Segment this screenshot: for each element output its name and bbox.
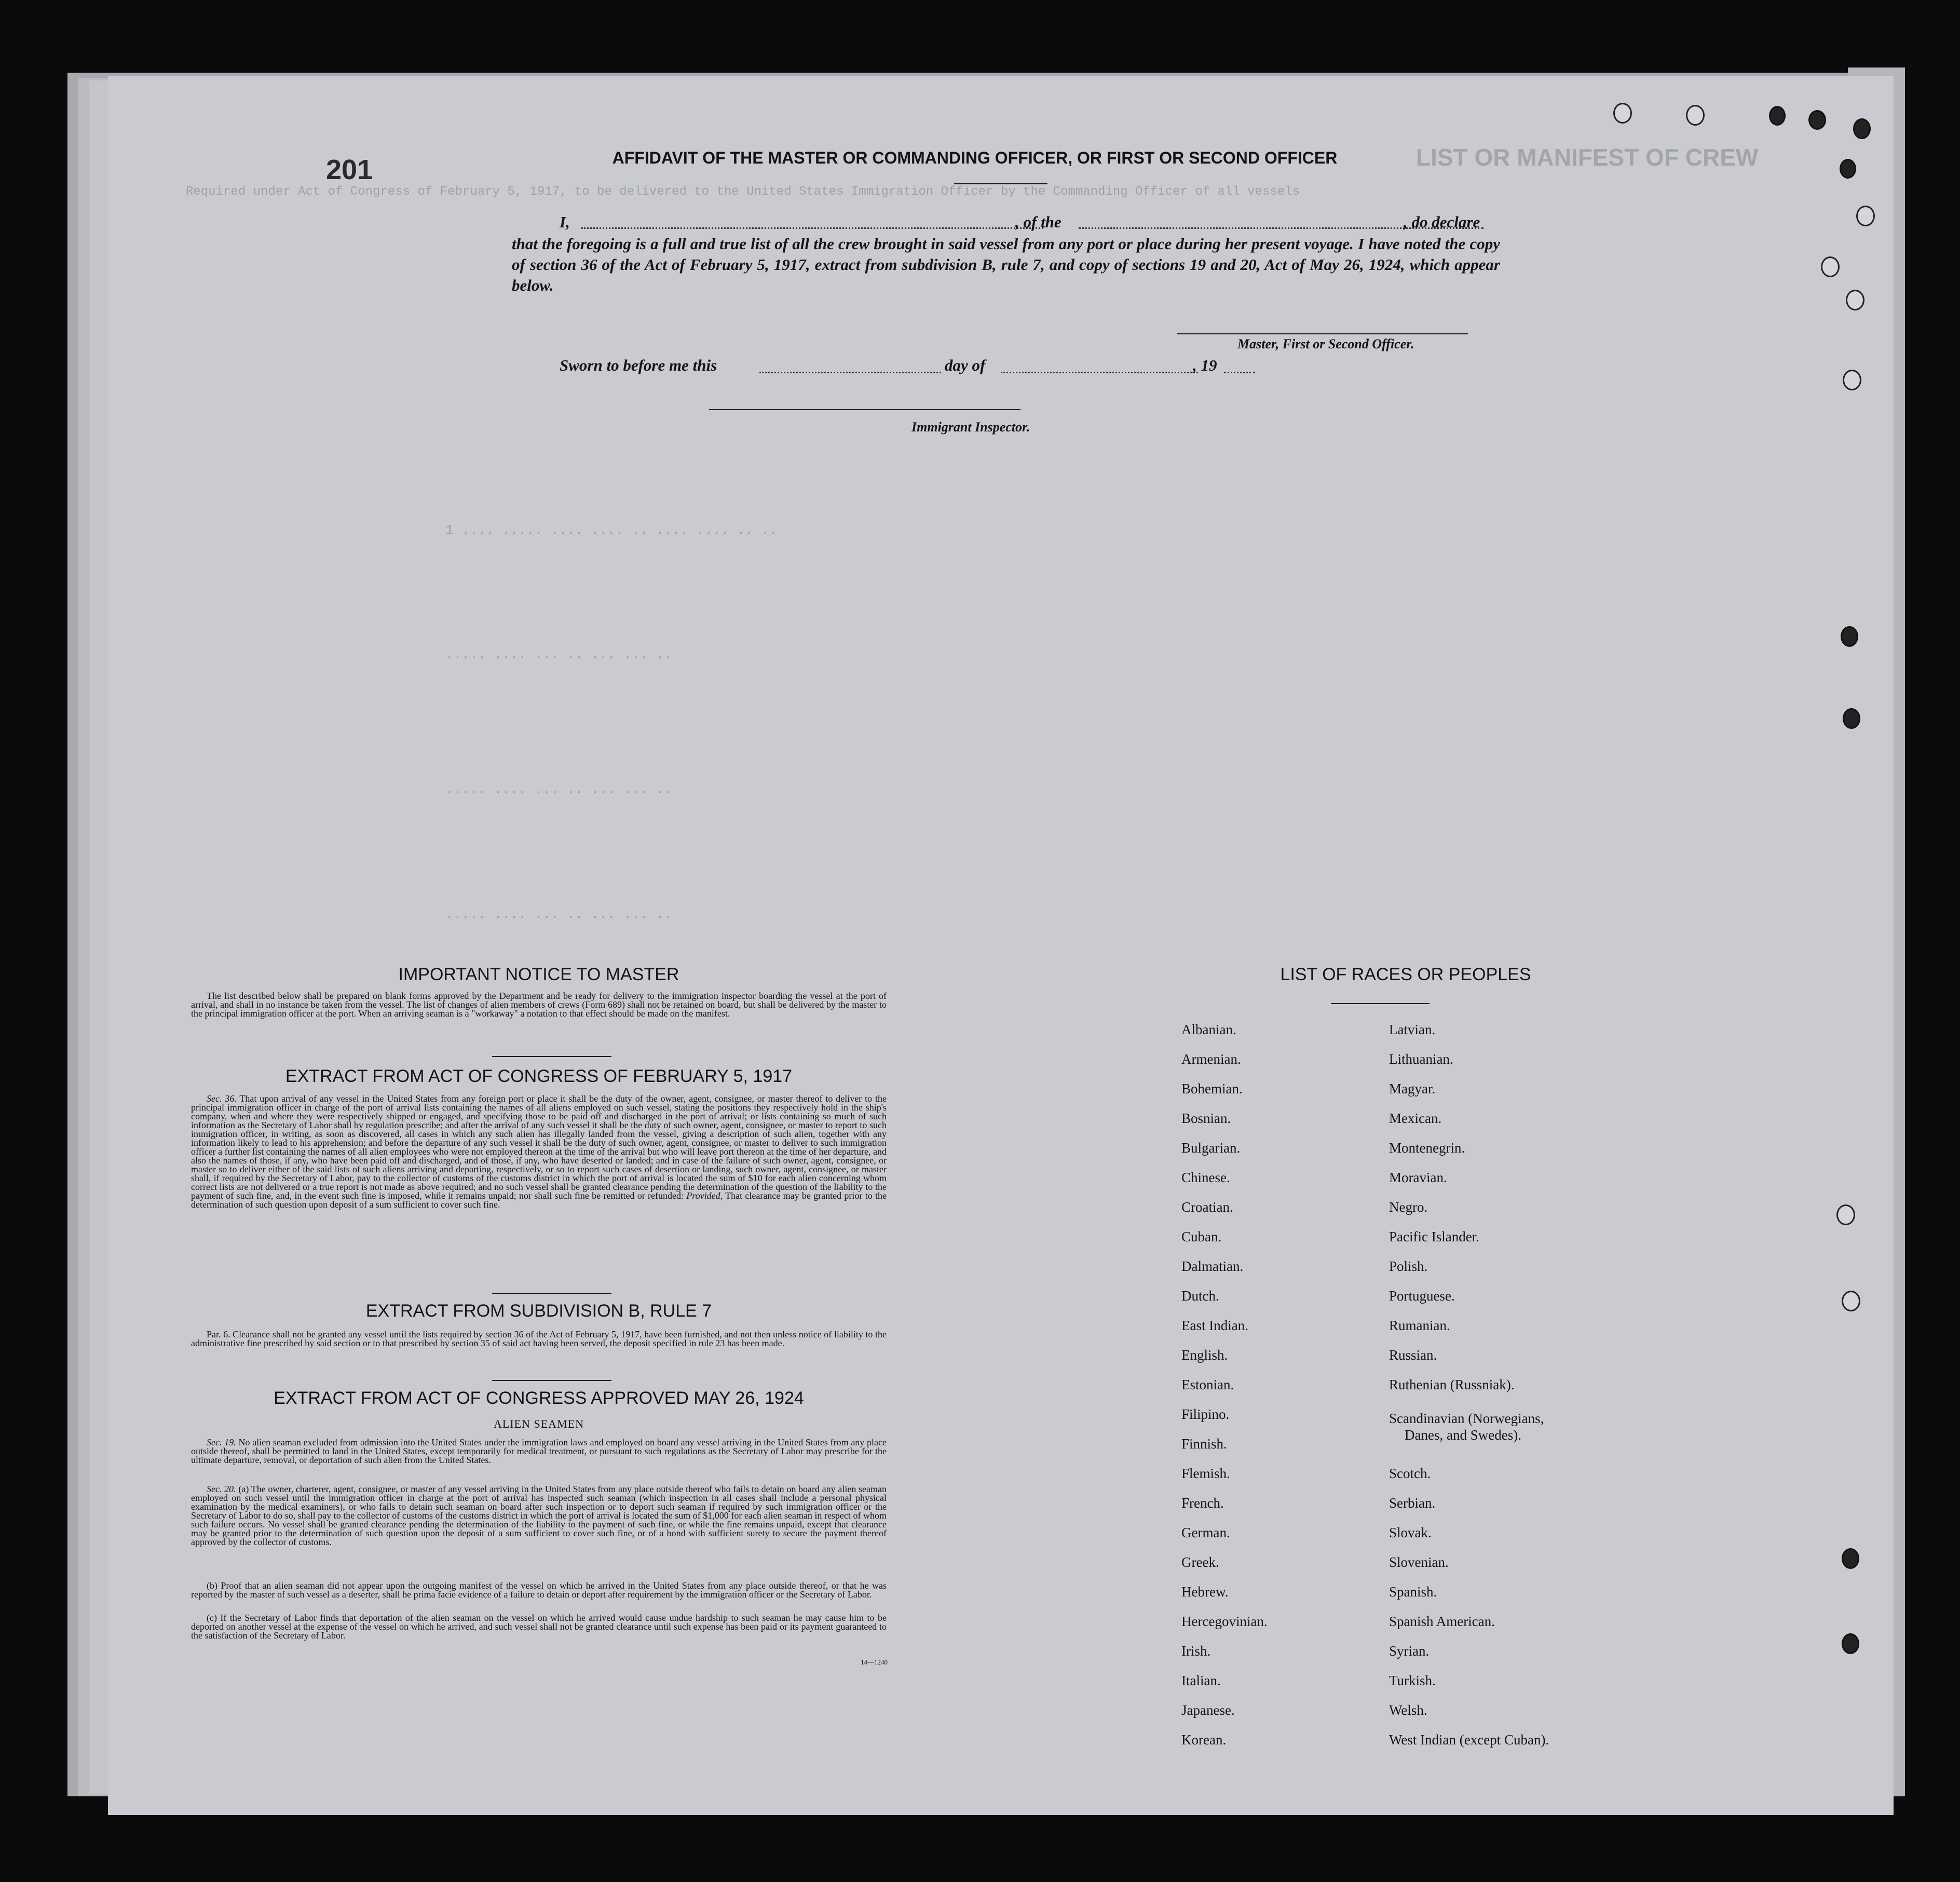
race-left-14: Filipino. [1181,1406,1230,1422]
page-number: 201 [326,154,373,185]
binder-hole [1821,256,1840,277]
bleed-through: ..... .... ... .. ... ... .. [445,647,672,662]
binder-hole [1808,110,1826,130]
race-left-2: Armenian. [1181,1051,1241,1067]
race-left-6: Chinese. [1181,1170,1230,1185]
sec-20b-text: (b) Proof that an alien seaman did not appear upon the outgoing manifest of the vessel on which he arrived in the United States from any place outside thereof, or that he was reported by the master of such vessel as a deserter, shall be prima facie evidence of a failure to detain or deport after requirement by the immigration officer or the Secretary of Labor. [191,1580,887,1600]
race-right-24: West Indian (except Cuban). [1389,1732,1549,1748]
sec-20a-text [191,1485,887,1547]
sworn-label: Sworn to before me this [560,356,717,374]
inspector-label: Immigrant Inspector. [911,419,1030,435]
race-right-9: Polish. [1389,1258,1428,1274]
section-divider [492,1056,611,1057]
race-right-16: Serbian. [1389,1495,1436,1511]
race-left-10: Dutch. [1181,1288,1219,1304]
binder-hole [1842,1291,1860,1311]
affidavit-i-label: I, [560,213,570,231]
year-label: , 19 [1193,356,1217,374]
bleed-through: Required under Act of Congress of February 5, 1917, to be delivered to the United States Immigration Officer by the Commanding Officer of all vessels [186,185,1300,199]
sworn-year-field[interactable] [1224,372,1255,373]
race-left-20: Hebrew. [1181,1584,1229,1600]
binder-hole [1843,370,1861,390]
race-right-2: Lithuanian. [1389,1051,1453,1067]
notice-text: The list described below shall be prepared on blank forms approved by the Department and be ready for delivery to the immigration inspector boarding the vessel at the port of arrival, and shall in no instance be taken from the vessel. The list of changes of alien members of crews (Form 689) shall not be retained on board, but shall be delivered by the master to the principal immigration officer at the port. When an arriving seaman is a "workaway" a notation to that effect should be made on the manifest. [191,991,887,1019]
form-code: 14—1240 [861,1658,888,1666]
binder-hole [1843,708,1860,729]
binder-hole [1613,103,1632,124]
binder-hole [1836,1204,1855,1225]
race-left-24: Japanese. [1181,1702,1235,1718]
race-left-23: Italian. [1181,1673,1221,1688]
title-divider [954,183,1047,184]
race-left-16: Flemish. [1181,1466,1230,1481]
race-right-18: Slovenian. [1389,1554,1449,1570]
race-right-7: Negro. [1389,1199,1428,1215]
race-right-11: Rumanian. [1389,1318,1450,1333]
race-left-3: Bohemian. [1181,1081,1243,1096]
sec-19-text [191,1438,887,1465]
race-right-22: Turkish. [1389,1673,1436,1688]
race-right-1: Latvian. [1389,1022,1436,1037]
master-signature-line[interactable] [1177,333,1468,334]
race-left-7: Croatian. [1181,1199,1233,1215]
bleed-through: ..... .... ... .. ... ... .. [445,906,672,922]
of-the-label: , of the [1015,213,1061,231]
binder-hole [1840,159,1856,179]
race-left-17: French. [1181,1495,1224,1511]
notice-title: IMPORTANT NOTICE TO MASTER [398,965,679,984]
affidavit-body: that the foregoing is a full and true list of all the crew brought in said vessel from any port or place during her present voyage. I have noted the copy of section 36 of the Act of February 5, 1917, extract from subdivision B, rule 7, and copy of sections 19 and 20, Act of May 26, 1924, which appear below. [512,235,1500,294]
race-right-21: Syrian. [1389,1643,1430,1659]
race-left-18: German. [1181,1525,1230,1540]
race-left-19: Greek. [1181,1554,1219,1570]
extract-1917-title: EXTRACT FROM ACT OF CONGRESS OF FEBRUARY 5, 1917 [285,1066,793,1086]
sec-20a-body: (a) The owner, charterer, agent, consignee, or master of any vessel arriving in the United States from any place outside thereof who fails to detain on board any alien seaman employed on such vessel until the immigration officer in charge at the port of arrival has inspected such seaman (which inspection in all cases shall include a personal physical examination by the medical examiners), or who fails to detain such seaman on board after such inspection or to deport such seaman if required by such immigration officer or the Secretary of Labor to do so, shall pay to the collector of customs of the customs district in which the port of arrival is located the sum of $1,000 for each alien seaman in respect of whom such failure occurs. No vessel shall be granted clearance pending the determination of the liability to the payment of such fine, or while the fine remains unpaid, except that clearance may be granted prior to the determination of such question upon the deposit of a sum sufficient to cover such fine, or of a bond with sufficient surety to secure the payment thereof approved by the collector of customs. [191,1484,887,1547]
races-divider [1331,1003,1430,1004]
document-page [108,76,1894,1815]
extract-1917-text [191,1094,887,1209]
race-left-11: East Indian. [1181,1318,1248,1333]
sec-19-label: Sec. 19. [207,1437,236,1447]
race-left-8: Cuban. [1181,1229,1222,1244]
race-left-1: Albanian. [1181,1022,1236,1037]
race-left-12: English. [1181,1347,1228,1363]
proviso-label: Provided, [686,1190,723,1201]
sec-20-label: Sec. 20. [207,1484,236,1494]
race-right-14b: Danes, and Swedes). [1405,1427,1521,1443]
sec-20c-text: (c) If the Secretary of Labor finds that deportation of the alien seaman on the vessel on which he arrived would cause undue hardship to such seaman he may cause him to be deported on another vessel at the expense of the vessel on which he arrived, and such vessel shall not be granted clearance until such expense has been paid or its payment guaranteed to the satisfaction of the Secretary of Labor. [191,1613,887,1641]
sworn-month-field[interactable] [1001,372,1198,373]
race-right-14: Scandinavian (Norwegians, [1389,1411,1544,1426]
race-left-25: Korean. [1181,1732,1227,1748]
day-of-label: day of [945,356,986,374]
section-divider [492,1293,611,1294]
do-declare-label: , do declare [1404,213,1480,231]
sec-36-label: Sec. 36. [207,1093,237,1104]
race-right-17: Slovak. [1389,1525,1432,1540]
bleed-through: ..... .... ... .. ... ... .. [445,782,672,797]
race-right-4: Mexican. [1389,1111,1442,1126]
inspector-signature-line[interactable] [709,409,1020,410]
extract-1924-title: EXTRACT FROM ACT OF CONGRESS APPROVED MAY 26, 1924 [274,1388,804,1408]
race-left-15: Finnish. [1181,1436,1227,1452]
race-right-20: Spanish American. [1389,1614,1495,1629]
binder-hole [1842,1548,1859,1569]
race-right-8: Pacific Islander. [1389,1229,1479,1244]
sworn-day-field[interactable] [759,372,941,373]
binder-hole [1846,290,1864,310]
binder-hole [1769,106,1786,126]
race-right-23: Welsh. [1389,1702,1427,1718]
affidavit-title: AFFIDAVIT OF THE MASTER OR COMMANDING OFFICER, OR FIRST OR SECOND OFFICER [612,148,1338,167]
race-left-22: Irish. [1181,1643,1211,1659]
master-signature-label: Master, First or Second Officer. [1237,336,1414,351]
race-right-5: Montenegrin. [1389,1140,1465,1156]
extract-rule7-title: EXTRACT FROM SUBDIVISION B, RULE 7 [365,1301,712,1321]
race-right-10: Portuguese. [1389,1288,1455,1304]
binder-hole [1842,1633,1859,1654]
races-title: LIST OF RACES OR PEOPLES [1280,965,1531,984]
race-right-6: Moravian. [1389,1170,1447,1185]
proviso-text: That clearance may be granted prior to the determination of such question upon deposit of a sum sufficient to cover such fine. [191,1190,887,1210]
binder-hole [1686,105,1705,126]
binder-hole [1841,626,1858,647]
race-right-3: Magyar. [1389,1081,1436,1096]
race-left-4: Bosnian. [1181,1111,1231,1126]
race-left-5: Bulgarian. [1181,1140,1241,1156]
binder-hole [1856,206,1875,226]
bleed-through: 1 .... ..... .... .... .. .... .... .. .. [445,522,778,538]
race-left-9: Dalmatian. [1181,1258,1244,1274]
section-divider [492,1380,611,1381]
race-right-19: Spanish. [1389,1584,1437,1600]
extract-rule7-text: Par. 6. Clearance shall not be granted any vessel until the lists required by section 36 of the Act of February 5, 1917, have been furnished, and not then unless notice of liability to the administrative fine prescribed by said section or to that prescribed by section 35 of said act having been served, the deposit specified in rule 23 has been made. [191,1329,887,1348]
alien-seamen-subtitle: ALIEN SEAMEN [494,1417,584,1430]
master-name-field[interactable] [581,227,1043,229]
bleed-through: LIST OR MANIFEST OF CREW [1416,144,1759,171]
binder-hole [1853,118,1871,139]
race-right-13: Ruthenian (Russniak). [1389,1377,1515,1392]
race-left-13: Estonian. [1181,1377,1234,1392]
race-right-15: Scotch. [1389,1466,1431,1481]
sec-19-body: No alien seaman excluded from admission into the United States under the immigration laws and employed on board any vessel arriving in the United States from any place outside thereof, shall be permitted to land in the United States, except temporarily for medical treatment, or pursuant to such regulations as the Secretary of Labor may prescribe for the ultimate departure, removal, or deportation of such alien from the United States. [191,1437,887,1465]
sec-36-body: That upon arrival of any vessel in the United States from any foreign port or place it shall be the duty of the owner, agent, consignee, or master thereof to deliver to the principal immigration officer in charge of the port of arrival lists containing the names of all aliens employed on such vessel, stating the positions they respectively hold in the ship's company, when and where they were respectively shipped or engaged, and specifying those to be paid off and discharged in the port of arrival; or lists containing so much of such information as the Secretary of Labor shall by regulation prescribe; and after the arrival of any such vessel it shall be the duty of such owner, agent, consignee, or master to report to such immigration officer, in writing, as soon as discovered, all cases in which any such alien has illegally landed from the vessel, giving a description of such alien, together with any information likely to lead to his apprehension; and before the departure of any such vessel it shall be the duty of such owner, agent, consignee, or master to deliver to such immigration officer a further list containing the names of all alien employees who were not employed thereon at the time of the arrival but who will leave port thereon at the time of her departure, and also the names of those, if any, who have been paid off and discharged, and of those, if any, who have deserted or landed; and in case of the failure of such owner, agent, consignee, or master so to deliver either of the said lists of such aliens arriving and departing, respectively, or so to report such cases of desertion or landing, such owner, agent, consignee, or master shall, if required by the Secretary of Labor, pay to the collector of customs of the customs district in which the port of arrival is located the sum of $10 for each alien concerning whom correct lists are not delivered or a true report is not made as above required; and no such vessel shall be granted clearance pending the determination of the question of the liability to the payment of such fine, and, in the event such fine is imposed, while it remains unpaid; nor shall such fine be remitted or refunded: [191,1093,887,1201]
race-right-12: Russian. [1389,1347,1437,1363]
race-left-21: Hercegovinian. [1181,1614,1268,1629]
